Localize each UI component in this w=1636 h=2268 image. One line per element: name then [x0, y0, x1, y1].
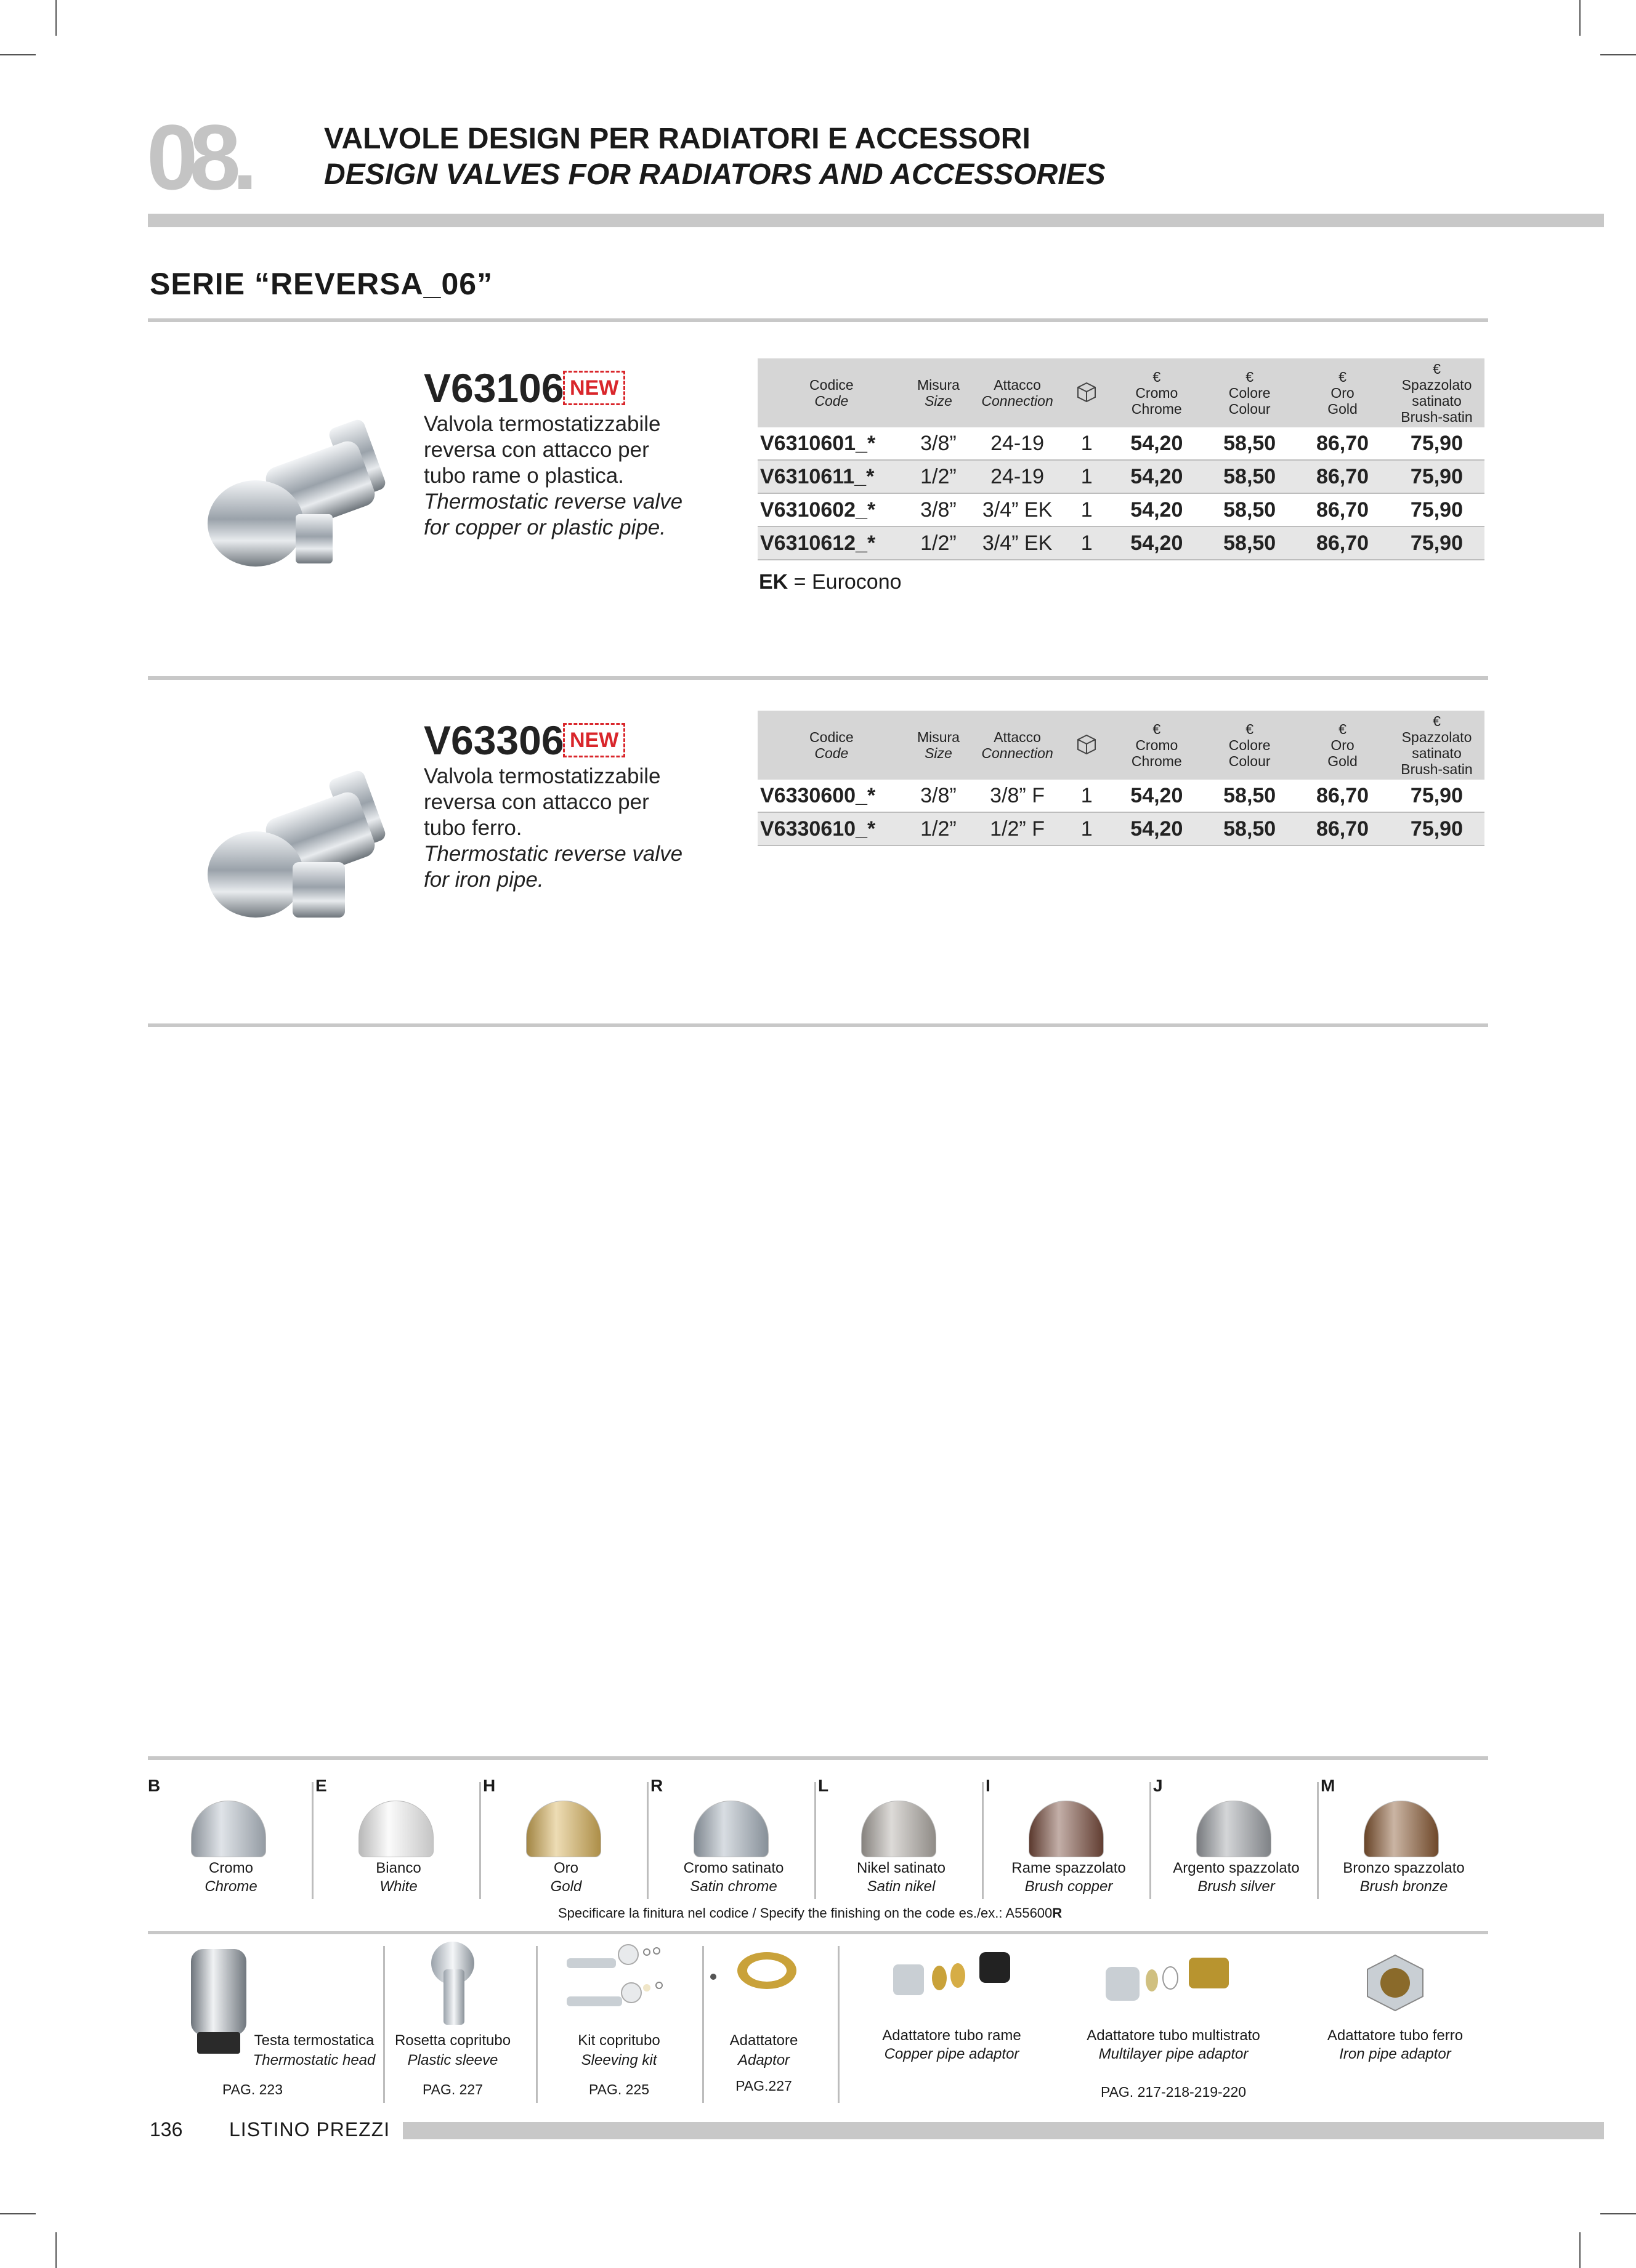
specify-note: [558, 1905, 1062, 1921]
cell-gold: 86,70: [1296, 527, 1389, 560]
table-row: [758, 493, 1484, 527]
iron-adaptor-icon: [1361, 1952, 1429, 2014]
box-icon: [1075, 733, 1098, 755]
finish-name-it: Nikel satinato: [856, 1860, 946, 1876]
series-title: SERIE “REVERSA_06”: [150, 267, 493, 301]
page-title-en: DESIGN VALVES FOR RADIATORS AND ACCESSORIES: [324, 158, 1106, 191]
accessory-label-en: Sleeving kit: [581, 2052, 657, 2068]
cell-connection: 24-19: [971, 460, 1063, 493]
finish-knob-icon: [694, 1801, 769, 1857]
product-description: [424, 764, 695, 893]
table-header-row: [758, 358, 1484, 427]
cell-code: V6310601_*: [758, 427, 905, 460]
cell-colour: 58,50: [1203, 780, 1296, 812]
cell-brush: 75,90: [1389, 812, 1484, 845]
col-pack: [1063, 711, 1110, 780]
column-divider: [702, 1946, 704, 2103]
finish-name-it: Cromo satinato: [683, 1860, 784, 1876]
column-divider: [536, 1946, 538, 2103]
cell-gold: 86,70: [1296, 812, 1389, 845]
cell-gold: 86,70: [1296, 427, 1389, 460]
finish-knob-icon: [358, 1801, 434, 1857]
col-colour: € Colore Colour: [1203, 358, 1296, 427]
column-divider: [479, 1782, 481, 1899]
cell-brush: 75,90: [1389, 780, 1484, 812]
cell-chrome: 54,20: [1110, 812, 1203, 845]
adaptor-icon: [708, 1946, 801, 1995]
cell-connection: 24-19: [971, 427, 1063, 460]
finish-name-it: Oro: [553, 1860, 578, 1876]
accessory-label-it: Adattatore tubo rame: [882, 2027, 1021, 2044]
finish-name-en: Brush copper: [1024, 1878, 1113, 1895]
finish-letter: L: [818, 1776, 829, 1795]
col-connection: Attacco Connection: [971, 358, 1063, 427]
cell-pack: 1: [1063, 427, 1110, 460]
copper-adaptor-icon: [887, 1946, 1016, 2001]
finish-name-en: Satin chrome: [690, 1878, 777, 1895]
cell-connection: 3/4” EK: [971, 527, 1063, 560]
accessory-image: [1361, 1952, 1429, 2014]
cell-code: V6310611_*: [758, 460, 905, 493]
accessory-image: [708, 1946, 801, 1995]
crop-mark: [1579, 2232, 1581, 2268]
accessory-label-it: Kit copritubo: [578, 2032, 660, 2049]
finish-name-en: Brush bronze: [1359, 1878, 1448, 1895]
cell-chrome: 54,20: [1110, 427, 1203, 460]
section-rule: [148, 318, 1488, 322]
cell-colour: 58,50: [1203, 812, 1296, 845]
cell-pack: 1: [1063, 780, 1110, 812]
table-row: [758, 427, 1484, 460]
column-divider: [383, 1946, 385, 2103]
cell-size: 3/8”: [905, 427, 971, 460]
column-divider: [312, 1782, 314, 1899]
accessory-label-en: Copper pipe adaptor: [884, 2046, 1019, 2062]
column-divider: [1317, 1782, 1319, 1899]
crop-mark: [0, 54, 36, 55]
finish-swatch: [1321, 1776, 1487, 1893]
col-size: Misura Size: [905, 358, 971, 427]
chapter-number: 08.: [147, 105, 249, 209]
finish-knob-icon: [1364, 1801, 1439, 1857]
finish-knob-icon: [1196, 1801, 1271, 1857]
finish-name-it: Rame spazzolato: [1011, 1860, 1126, 1876]
finish-knob-icon: [861, 1801, 936, 1857]
accessory-image: [1103, 1948, 1244, 2004]
cell-brush: 75,90: [1389, 427, 1484, 460]
finish-letter: I: [986, 1776, 990, 1795]
finish-name-it: Cromo: [208, 1860, 253, 1876]
new-badge: NEW: [563, 723, 625, 757]
cell-pack: 1: [1063, 527, 1110, 560]
header-rule: [148, 214, 1604, 227]
cell-chrome: 54,20: [1110, 460, 1203, 493]
footnote-key: EK: [759, 570, 788, 594]
finish-letter: E: [315, 1776, 327, 1795]
table-row: [758, 460, 1484, 493]
finish-name-it: Bianco: [376, 1860, 421, 1876]
multilayer-adaptor-icon: [1103, 1948, 1244, 2004]
finish-knob-icon: [1029, 1801, 1104, 1857]
accessory-label-en: Iron pipe adaptor: [1339, 2046, 1451, 2062]
crop-mark: [1600, 54, 1636, 55]
finish-name-it: Bronzo spazzolato: [1343, 1860, 1465, 1876]
finish-swatch: [650, 1776, 817, 1893]
page-reference: PAG. 225: [588, 2081, 650, 2097]
accessory-image: [419, 1939, 487, 2031]
column-divider: [1149, 1782, 1151, 1899]
cell-brush: 75,90: [1389, 493, 1484, 527]
section-rule: [148, 1023, 1488, 1027]
product-image: [185, 410, 407, 576]
col-gold: € Oro Gold: [1296, 711, 1389, 780]
description-it: Valvola termostatizzabile reversa con attacco per tubo ferro.: [424, 764, 661, 840]
sleeve-icon: [419, 1939, 487, 2031]
cell-code: V6310612_*: [758, 527, 905, 560]
accessory-label-it: Rosetta copritubo: [394, 2032, 511, 2049]
sleeving-kit-icon: [561, 1940, 684, 2020]
cell-size: 3/8”: [905, 780, 971, 812]
finish-swatch: [483, 1776, 649, 1893]
product-code: V63306: [424, 717, 564, 763]
description-en: Thermostatic reverse valve for iron pipe.: [424, 842, 683, 892]
finish-name-en: White: [379, 1878, 418, 1895]
crop-mark: [0, 2213, 36, 2214]
accessory-image: [561, 1940, 684, 2020]
col-brush: € Spazzolato satinato Brush-satin: [1389, 358, 1484, 427]
accessory-image: [887, 1946, 1016, 2001]
cell-chrome: 54,20: [1110, 493, 1203, 527]
description-en: Thermostatic reverse valve for copper or plastic pipe.: [424, 490, 683, 539]
finish-letter: R: [650, 1776, 663, 1795]
finish-knob-icon: [526, 1801, 601, 1857]
accessory-label-en: Plastic sleeve: [407, 2052, 498, 2068]
finish-name-en: Chrome: [204, 1878, 257, 1895]
col-pack: [1063, 358, 1110, 427]
finish-letter: J: [1153, 1776, 1163, 1795]
finish-swatch: [986, 1776, 1152, 1893]
finishes-rule-top: [148, 1756, 1488, 1760]
cell-colour: 58,50: [1203, 460, 1296, 493]
cell-connection: 3/8” F: [971, 780, 1063, 812]
col-brush: € Spazzolato satinato Brush-satin: [1389, 711, 1484, 780]
finish-swatch: [818, 1776, 984, 1893]
footer-rule: [403, 2122, 1604, 2139]
finish-swatch: [315, 1776, 482, 1893]
table-header-row: [758, 711, 1484, 780]
accessory-label-it: Adattatore tubo multistrato: [1087, 2027, 1260, 2044]
col-code: Codice Code: [758, 358, 905, 427]
col-size: Misura Size: [905, 711, 971, 780]
col-connection: Attacco Connection: [971, 711, 1063, 780]
page-reference: PAG. 223: [222, 2081, 283, 2097]
cell-pack: 1: [1063, 812, 1110, 845]
footer-label: LISTINO PREZZI: [229, 2118, 391, 2141]
cell-code: V6310602_*: [758, 493, 905, 527]
accessory-label-it: Adattatore: [729, 2032, 798, 2049]
cell-chrome: 54,20: [1110, 780, 1203, 812]
col-chrome: € Cromo Chrome: [1110, 711, 1203, 780]
cell-size: 3/8”: [905, 493, 971, 527]
footnote: [759, 570, 902, 594]
footnote-value: = Eurocono: [788, 570, 902, 594]
column-divider: [982, 1782, 984, 1899]
crop-mark: [1600, 2213, 1636, 2214]
finish-letter: B: [148, 1776, 161, 1795]
cell-gold: 86,70: [1296, 493, 1389, 527]
accessory-label-en: Adaptor: [737, 2052, 790, 2068]
finish-name-it: Argento spazzolato: [1173, 1860, 1300, 1876]
cell-colour: 58,50: [1203, 493, 1296, 527]
description-it: Valvola termostatizzabile reversa con attacco per tubo rame o plastica.: [424, 412, 661, 488]
valve-icon: [185, 410, 407, 576]
page-number: 136: [150, 2118, 183, 2141]
crop-mark: [1579, 0, 1581, 36]
cell-connection: 3/4” EK: [971, 493, 1063, 527]
cell-gold: 86,70: [1296, 460, 1389, 493]
accessory-label-it: Testa termostatica: [254, 2032, 375, 2049]
cell-size: 1/2”: [905, 527, 971, 560]
col-colour: € Colore Colour: [1203, 711, 1296, 780]
column-divider: [647, 1782, 649, 1899]
accessory-label-en: Multilayer pipe adaptor: [1098, 2046, 1249, 2062]
price-table: [758, 711, 1484, 846]
cell-chrome: 54,20: [1110, 527, 1203, 560]
cell-gold: 86,70: [1296, 780, 1389, 812]
finish-knob-icon: [191, 1801, 266, 1857]
column-divider: [814, 1782, 816, 1899]
cell-colour: 58,50: [1203, 527, 1296, 560]
cell-size: 1/2”: [905, 812, 971, 845]
accessory-label-it: Adattatore tubo ferro: [1327, 2027, 1464, 2044]
table-row: [758, 812, 1484, 845]
finish-letter: H: [483, 1776, 496, 1795]
accessory-label-en: Thermostatic head: [253, 2052, 376, 2068]
new-badge: NEW: [563, 371, 625, 405]
cell-connection: 1/2” F: [971, 812, 1063, 845]
finish-name-en: Satin nikel: [867, 1878, 936, 1895]
finish-name-en: Gold: [550, 1878, 582, 1895]
table-row: [758, 527, 1484, 560]
col-code: Codice Code: [758, 711, 905, 780]
page-reference: PAG. 217-218-219-220: [1100, 2084, 1247, 2100]
col-chrome: € Cromo Chrome: [1110, 358, 1203, 427]
cell-colour: 58,50: [1203, 427, 1296, 460]
crop-mark: [55, 0, 57, 36]
specify-text: Specificare la finitura nel codice / Specify the finishing on the code es./ex.: A55600: [558, 1905, 1053, 1921]
product-code: V63106: [424, 365, 564, 411]
cell-pack: 1: [1063, 493, 1110, 527]
section-rule: [148, 676, 1488, 680]
page-reference: PAG. 227: [422, 2081, 484, 2097]
cell-size: 1/2”: [905, 460, 971, 493]
page-title-it: VALVOLE DESIGN PER RADIATORI E ACCESSORI: [324, 123, 1031, 155]
finishes-rule-bottom: [148, 1931, 1488, 1934]
cell-code: V6330610_*: [758, 812, 905, 845]
cell-code: V6330600_*: [758, 780, 905, 812]
finish-letter: M: [1321, 1776, 1335, 1795]
price-table: [758, 358, 1484, 560]
cell-pack: 1: [1063, 460, 1110, 493]
box-icon: [1075, 381, 1098, 403]
cell-brush: 75,90: [1389, 460, 1484, 493]
product-description: [424, 411, 695, 541]
specify-suffix: R: [1052, 1905, 1063, 1921]
finish-swatch: [1153, 1776, 1319, 1893]
column-divider: [838, 1946, 840, 2103]
finish-name-en: Brush silver: [1197, 1878, 1275, 1895]
valve-icon: [185, 761, 407, 927]
crop-mark: [55, 2232, 57, 2268]
col-gold: € Oro Gold: [1296, 358, 1389, 427]
finish-swatch: [148, 1776, 314, 1893]
page-reference: PAG.227: [735, 2078, 792, 2094]
table-row: [758, 780, 1484, 812]
cell-brush: 75,90: [1389, 527, 1484, 560]
product-image: [185, 761, 407, 927]
